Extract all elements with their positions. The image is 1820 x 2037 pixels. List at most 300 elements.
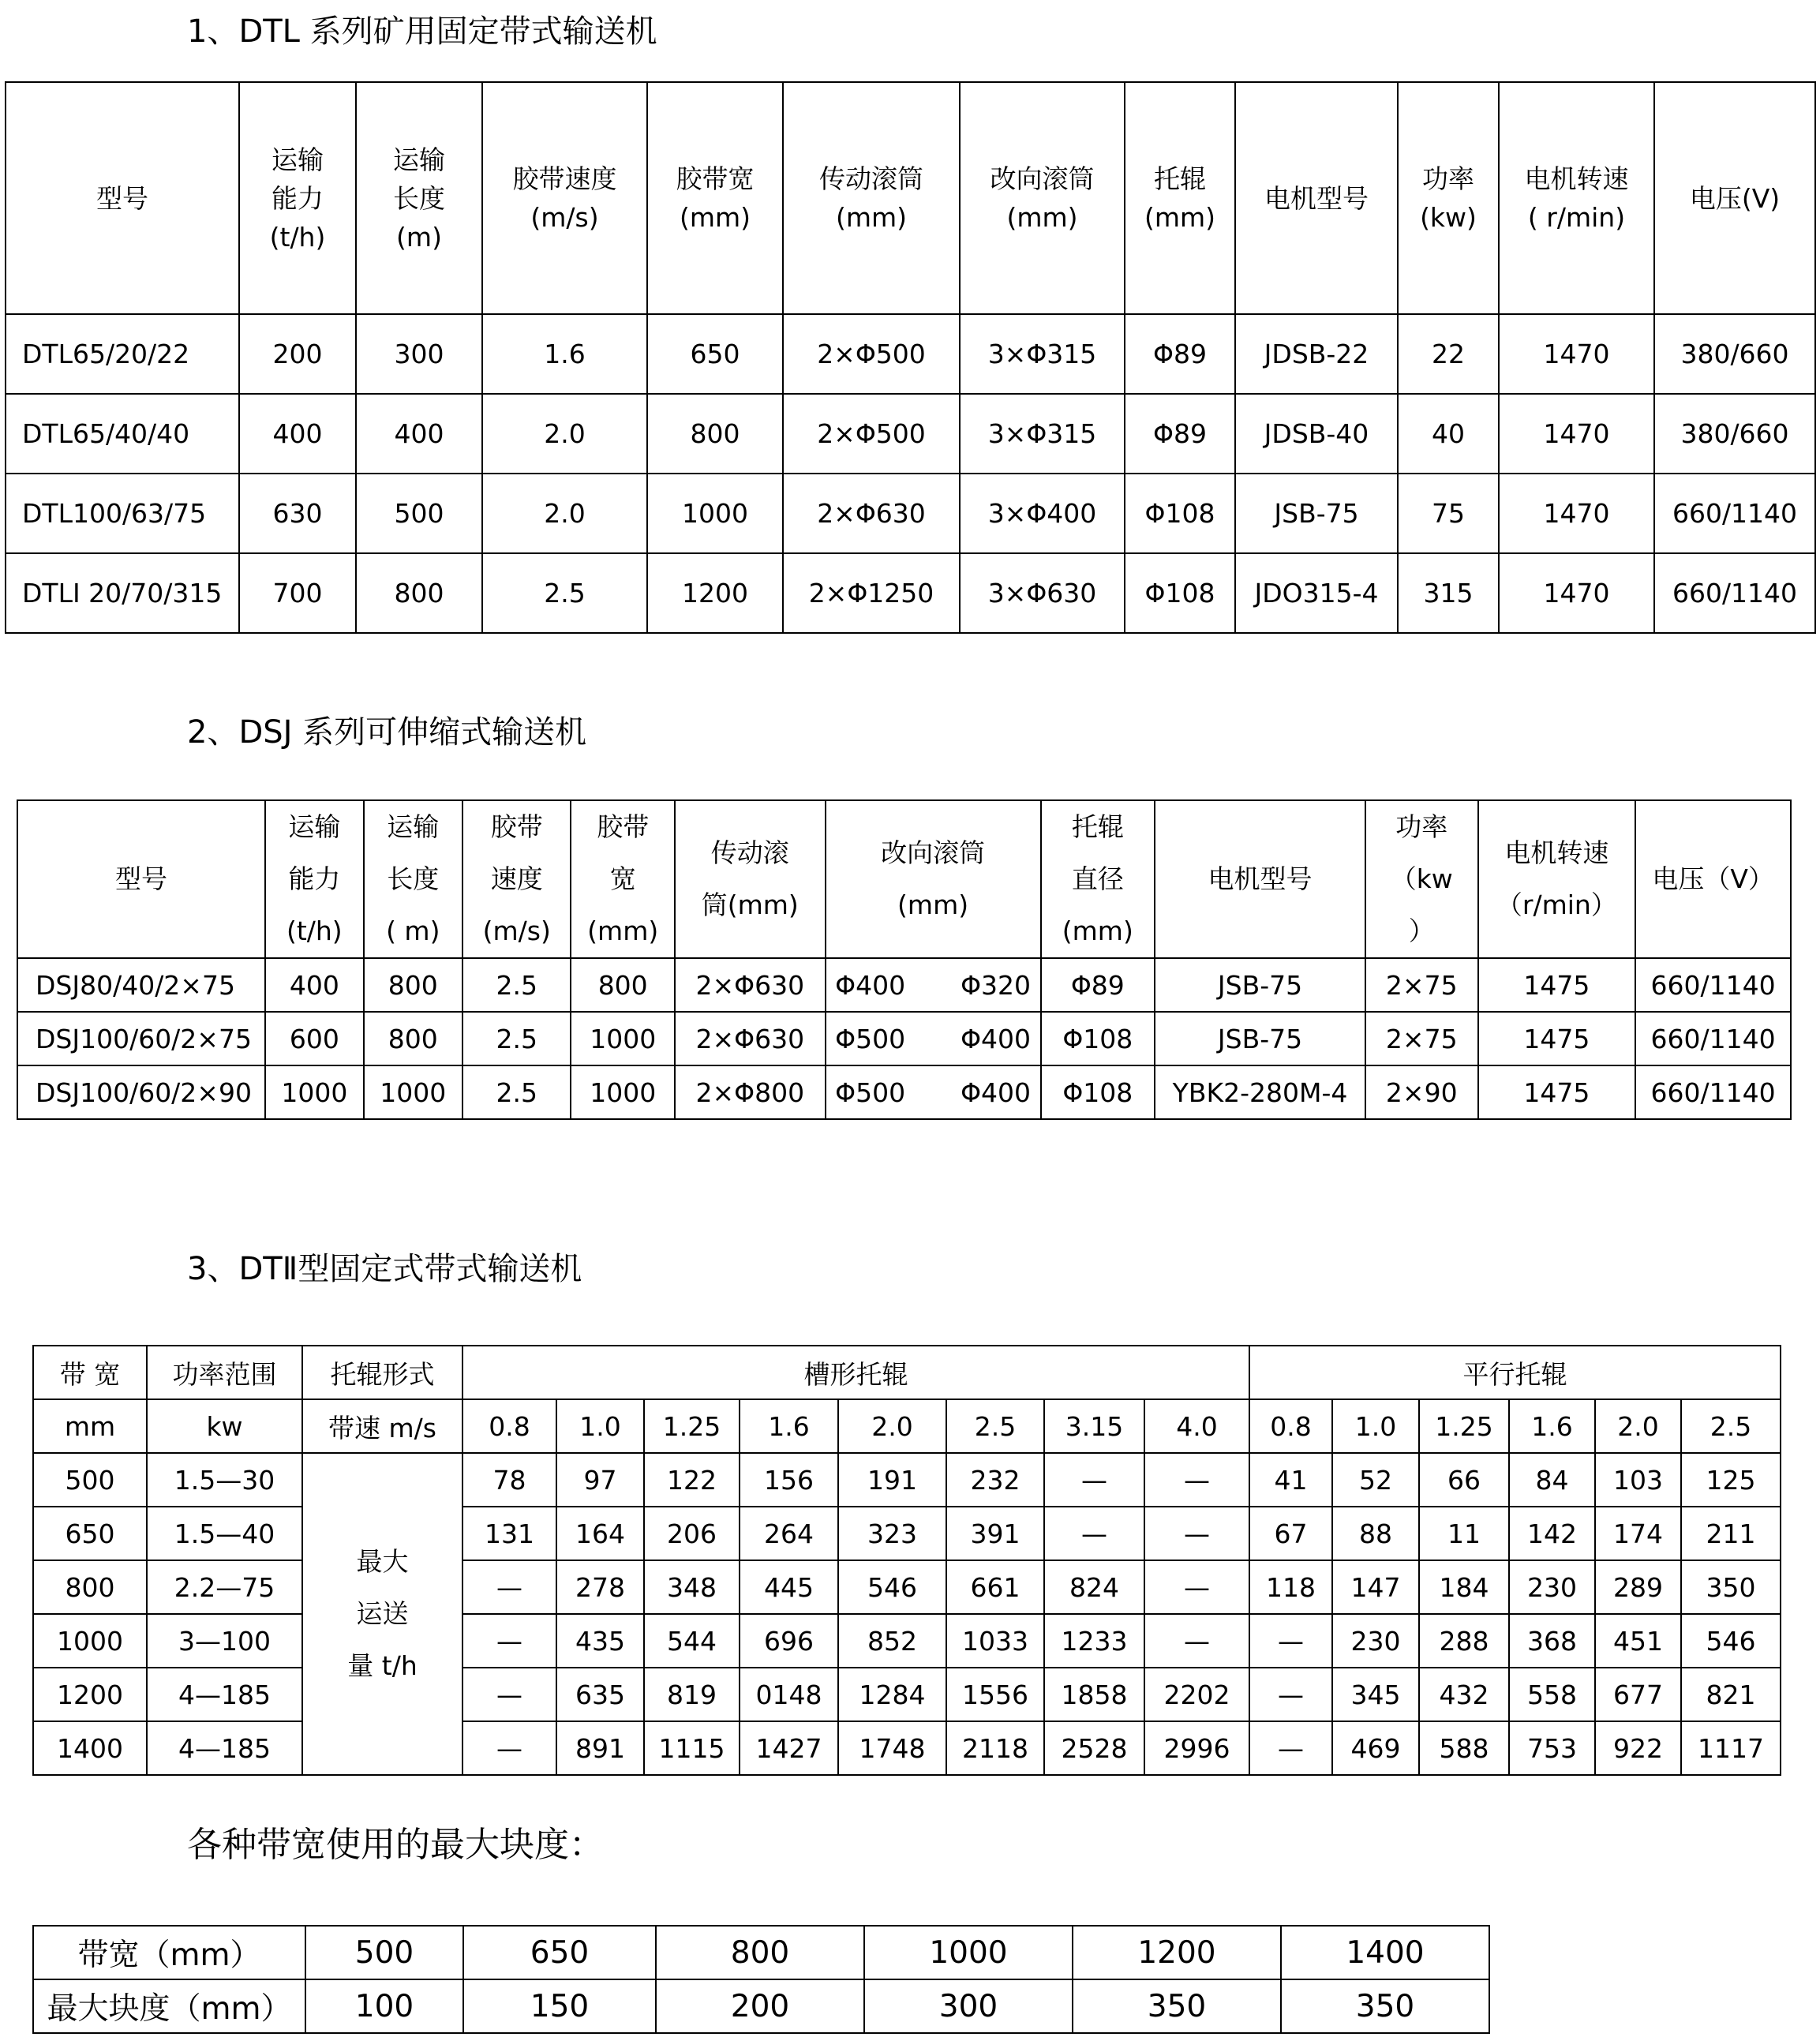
column-header: [462, 800, 571, 958]
trough-capacity-cell: 661: [946, 1560, 1044, 1614]
parallel-capacity-cell: 345: [1332, 1668, 1419, 1721]
parallel-capacity-cell: 289: [1595, 1560, 1681, 1614]
header-line: 型号: [96, 182, 148, 214]
column-header: [1235, 82, 1398, 314]
model-cell: DTL65/40/40: [6, 394, 239, 474]
table-cell: 350: [1281, 1979, 1489, 2033]
column-header: [783, 82, 960, 314]
model-cell: DTLI 20/70/315: [6, 553, 239, 633]
header-line: 传动滚筒: [819, 163, 923, 194]
belt-width-header: 带 宽: [33, 1346, 147, 1399]
table-cell: 400: [239, 394, 356, 474]
section3-title: 3、DTⅡ型固定式带式输送机: [187, 1251, 582, 1287]
table-cell: 300: [864, 1979, 1073, 2033]
parallel-capacity-cell: 174: [1595, 1507, 1681, 1560]
trough-capacity-cell: 1033: [946, 1614, 1044, 1668]
header-line: (mm): [897, 889, 969, 920]
column-header: [1478, 800, 1636, 958]
dsj-spec-table: [17, 799, 1792, 1120]
table-cell: 380/660: [1654, 394, 1815, 474]
table-row: [17, 1012, 1791, 1065]
trough-capacity-cell: 1115: [644, 1721, 740, 1775]
table-cell: 660/1140: [1654, 553, 1815, 633]
trough-speed-header: 0.8: [462, 1399, 556, 1453]
table-cell: 2×Φ1250: [783, 553, 960, 633]
column-header: [647, 82, 783, 314]
parallel-capacity-cell: 211: [1681, 1507, 1781, 1560]
trough-capacity-cell: —: [1144, 1453, 1249, 1507]
power-range-cell: 1.5—30: [147, 1453, 302, 1507]
table-cell: 2×Φ630: [783, 474, 960, 553]
table-cell: 1475: [1478, 1065, 1636, 1119]
header-line: 能力: [288, 863, 341, 894]
header-line: （kw: [1390, 863, 1453, 894]
column-header: [239, 82, 356, 314]
table-cell: JDSB-22: [1235, 314, 1398, 394]
trough-capacity-cell: 435: [556, 1614, 644, 1668]
table-cell: 2.5: [462, 958, 571, 1012]
column-header: [675, 800, 826, 958]
trough-capacity-cell: 348: [644, 1560, 740, 1614]
parallel-capacity-cell: 558: [1509, 1668, 1595, 1721]
parallel-capacity-cell: 103: [1595, 1453, 1681, 1507]
table-cell: 800: [656, 1926, 864, 1979]
table-cell: 700: [239, 553, 356, 633]
table-cell: 1475: [1478, 1012, 1636, 1065]
table-cell: 660/1140: [1635, 1012, 1791, 1065]
parallel-capacity-cell: 66: [1419, 1453, 1509, 1507]
table-row: [6, 314, 1815, 394]
model-cell: DSJ100/60/2×90: [17, 1065, 265, 1119]
belt-width-cell: 1000: [33, 1614, 147, 1668]
trough-speed-header: 1.6: [740, 1399, 838, 1453]
table-cell: 660/1140: [1635, 1065, 1791, 1119]
table-cell: 200: [239, 314, 356, 394]
table-cell: Φ108: [1125, 474, 1235, 553]
table-cell: Φ89: [1041, 958, 1155, 1012]
trough-capacity-cell: 97: [556, 1453, 644, 1507]
bend-drum-cell: [826, 958, 1041, 1012]
table-row: [6, 394, 1815, 474]
belt-width-cell: 1400: [33, 1721, 147, 1775]
bend-drum-cell: [826, 1012, 1041, 1065]
header-line: (t/h): [269, 221, 326, 253]
power-range-cell: 2.2—75: [147, 1560, 302, 1614]
header-line: ）: [1408, 916, 1435, 946]
header-line: 电机转速: [1524, 163, 1629, 194]
header-line: (mm): [1006, 202, 1078, 233]
column-header: [960, 82, 1125, 314]
parallel-capacity-cell: 1117: [1681, 1721, 1781, 1775]
table-row: [6, 474, 1815, 553]
header-line: 宽: [609, 863, 636, 894]
trough-capacity-cell: 635: [556, 1668, 644, 1721]
table-cell: 400: [265, 958, 363, 1012]
table-row: [33, 1668, 1781, 1721]
table-cell: JDO315-4: [1235, 553, 1398, 633]
table-cell: 100: [305, 1979, 463, 2033]
header-line: 电机转速: [1504, 837, 1609, 868]
trough-capacity-cell: 1556: [946, 1668, 1044, 1721]
trough-speed-header: 2.0: [838, 1399, 946, 1453]
dtl-spec-table: [5, 81, 1816, 634]
table-cell: 300: [356, 314, 482, 394]
table-cell: 500: [305, 1926, 463, 1979]
table-header-row: [33, 1346, 1781, 1399]
dt2-capacity-table: [32, 1345, 1781, 1776]
table-cell: 2×Φ800: [675, 1065, 826, 1119]
header-line: (kw): [1420, 202, 1477, 233]
row-label: 带宽（mm）: [33, 1926, 305, 1979]
table-cell: YBK2-280M-4: [1155, 1065, 1365, 1119]
header-line: 运送: [356, 1598, 409, 1629]
parallel-capacity-cell: 451: [1595, 1614, 1681, 1668]
header-line: 胶带速度: [512, 163, 617, 194]
table-cell: Φ89: [1125, 314, 1235, 394]
header-line: (m): [396, 221, 442, 253]
table-cell: 1000: [265, 1065, 363, 1119]
table-cell: 1200: [1073, 1926, 1281, 1979]
section2-title: 2、DSJ 系列可伸缩式输送机: [187, 714, 587, 751]
trough-capacity-cell: 0148: [740, 1668, 838, 1721]
header-line: 电机型号: [1264, 182, 1369, 214]
model-cell: DSJ80/40/2×75: [17, 958, 265, 1012]
trough-capacity-cell: 1858: [1044, 1668, 1144, 1721]
parallel-capacity-cell: 67: [1249, 1507, 1332, 1560]
trough-capacity-cell: 131: [462, 1507, 556, 1560]
column-header: [1398, 82, 1499, 314]
table-cell: 2.0: [482, 474, 647, 553]
parallel-capacity-cell: 88: [1332, 1507, 1419, 1560]
belt-width-cell: 1200: [33, 1668, 147, 1721]
header-line: 托辊: [1154, 163, 1206, 194]
bend-drum-b: Φ320: [961, 969, 1032, 1001]
header-line: 型号: [115, 863, 168, 894]
section1-title: 1、DTL 系列矿用固定带式输送机: [187, 13, 657, 50]
column-header: [1125, 82, 1235, 314]
header-line: ( m): [386, 916, 440, 946]
table-cell: 2.5: [462, 1012, 571, 1065]
header-line: (mm): [1062, 916, 1133, 946]
table-cell: 2.5: [462, 1065, 571, 1119]
trough-capacity-cell: —: [1044, 1507, 1144, 1560]
table-cell: 350: [1073, 1979, 1281, 2033]
header-line: (t/h): [286, 916, 343, 946]
table-cell: JSB-75: [1155, 958, 1365, 1012]
parallel-capacity-cell: 147: [1332, 1560, 1419, 1614]
table-cell: Φ108: [1041, 1065, 1155, 1119]
table-cell: 2.0: [482, 394, 647, 474]
table-cell: 1470: [1499, 553, 1654, 633]
parallel-capacity-cell: 41: [1249, 1453, 1332, 1507]
belt-width-unit: mm: [33, 1399, 147, 1453]
trough-capacity-cell: —: [1144, 1507, 1249, 1560]
parallel-capacity-cell: 469: [1332, 1721, 1419, 1775]
parallel-capacity-cell: 125: [1681, 1453, 1781, 1507]
column-header: [1155, 800, 1365, 958]
table-row: [33, 1453, 1781, 1507]
trough-capacity-cell: 391: [946, 1507, 1044, 1560]
parallel-capacity-cell: 588: [1419, 1721, 1509, 1775]
table-cell: 1475: [1478, 958, 1636, 1012]
parallel-capacity-cell: 52: [1332, 1453, 1419, 1507]
table-cell: 2×75: [1365, 958, 1478, 1012]
trough-capacity-cell: 445: [740, 1560, 838, 1614]
section4-title: 各种带宽使用的最大块度：: [187, 1825, 604, 1865]
table-cell: JSB-75: [1155, 1012, 1365, 1065]
parallel-speed-header: 0.8: [1249, 1399, 1332, 1453]
table-cell: 500: [356, 474, 482, 553]
header-line: 改向滚筒: [881, 837, 986, 868]
table-cell: JSB-75: [1235, 474, 1398, 553]
header-line: 长度: [393, 182, 445, 214]
model-cell: DSJ100/60/2×75: [17, 1012, 265, 1065]
table-cell: 400: [356, 394, 482, 474]
header-line: 直径: [1071, 863, 1124, 894]
table-cell: 660/1140: [1654, 474, 1815, 553]
parallel-capacity-cell: —: [1249, 1614, 1332, 1668]
header-line: 运输: [387, 811, 440, 842]
trough-capacity-cell: 191: [838, 1453, 946, 1507]
trough-capacity-cell: —: [462, 1668, 556, 1721]
column-header: [1499, 82, 1654, 314]
parallel-speed-header: 1.6: [1509, 1399, 1595, 1453]
table-cell: 650: [463, 1926, 656, 1979]
belt-width-cell: 650: [33, 1507, 147, 1560]
table-cell: 650: [647, 314, 783, 394]
trough-capacity-cell: 2528: [1044, 1721, 1144, 1775]
header-line: 改向滚筒: [990, 163, 1095, 194]
table-cell: 3×Φ315: [960, 394, 1125, 474]
parallel-capacity-cell: 546: [1681, 1614, 1781, 1668]
table-cell: 2×Φ630: [675, 1012, 826, 1065]
table-cell: 1000: [364, 1065, 462, 1119]
trough-capacity-cell: —: [1144, 1560, 1249, 1614]
trough-capacity-cell: 1748: [838, 1721, 946, 1775]
column-header: [571, 800, 674, 958]
trough-speed-header: 1.25: [644, 1399, 740, 1453]
column-header: [482, 82, 647, 314]
idler-form-header: 托辊形式: [302, 1346, 462, 1399]
table-cell: 1470: [1499, 314, 1654, 394]
parallel-capacity-cell: 677: [1595, 1668, 1681, 1721]
header-line: 胶带: [490, 811, 543, 842]
bend-drum-a: Φ400: [835, 969, 906, 1001]
table-row: [17, 958, 1791, 1012]
table-cell: 800: [571, 958, 674, 1012]
table-row: [17, 1065, 1791, 1119]
header-line: 电机型号: [1208, 863, 1313, 894]
table-cell: 1.6: [482, 314, 647, 394]
parallel-capacity-cell: 368: [1509, 1614, 1595, 1668]
table-cell: 800: [364, 1012, 462, 1065]
bend-drum-b: Φ400: [961, 1077, 1032, 1108]
parallel-capacity-cell: 230: [1509, 1560, 1595, 1614]
table-cell: 1000: [571, 1012, 674, 1065]
trough-capacity-cell: 1284: [838, 1668, 946, 1721]
parallel-capacity-cell: —: [1249, 1721, 1332, 1775]
table-header-row: [17, 800, 1791, 958]
parallel-capacity-cell: 753: [1509, 1721, 1595, 1775]
trough-capacity-cell: —: [462, 1614, 556, 1668]
table-cell: 1400: [1281, 1926, 1489, 1979]
parallel-idler-header: 平行托辊: [1249, 1346, 1781, 1399]
power-range-cell: 4—185: [147, 1668, 302, 1721]
table-cell: 1000: [647, 474, 783, 553]
column-header: [1365, 800, 1478, 958]
table-row: [33, 1560, 1781, 1614]
header-line: 功率: [1422, 163, 1474, 194]
table-cell: Φ89: [1125, 394, 1235, 474]
table-cell: 2.5: [482, 553, 647, 633]
table-cell: 1000: [571, 1065, 674, 1119]
header-line: (m/s): [482, 916, 551, 946]
trough-speed-header: 4.0: [1144, 1399, 1249, 1453]
table-cell: 380/660: [1654, 314, 1815, 394]
trough-capacity-cell: 2118: [946, 1721, 1044, 1775]
trough-capacity-cell: 206: [644, 1507, 740, 1560]
table-cell: 2×75: [1365, 1012, 1478, 1065]
header-line: 筒(mm): [701, 889, 799, 920]
column-header: [364, 800, 462, 958]
parallel-capacity-cell: 142: [1509, 1507, 1595, 1560]
parallel-speed-header: 2.0: [1595, 1399, 1681, 1453]
bend-drum-a: Φ500: [835, 1023, 906, 1054]
trough-capacity-cell: 891: [556, 1721, 644, 1775]
table-cell: 2×Φ630: [675, 958, 826, 1012]
table-cell: 1200: [647, 553, 783, 633]
trough-capacity-cell: 122: [644, 1453, 740, 1507]
power-range-cell: 1.5—40: [147, 1507, 302, 1560]
table-cell: 1470: [1499, 394, 1654, 474]
table-cell: 2×Φ500: [783, 314, 960, 394]
trough-speed-header: 3.15: [1044, 1399, 1144, 1453]
bend-drum-cell: [826, 1065, 1041, 1119]
table-cell: 800: [647, 394, 783, 474]
header-line: (m/s): [530, 202, 599, 233]
header-line: 速度: [490, 863, 543, 894]
parallel-capacity-cell: 350: [1681, 1560, 1781, 1614]
header-line: 最大: [356, 1546, 409, 1577]
header-line: 量 t/h: [347, 1650, 418, 1681]
column-header: [6, 82, 239, 314]
column-header: [17, 800, 265, 958]
table-row: [33, 1507, 1781, 1560]
table-cell: 315: [1398, 553, 1499, 633]
trough-capacity-cell: 264: [740, 1507, 838, 1560]
power-range-header: 功率范围: [147, 1346, 302, 1399]
trough-idler-header: 槽形托辊: [462, 1346, 1249, 1399]
header-line: (mm): [587, 916, 659, 946]
table-cell: 22: [1398, 314, 1499, 394]
table-cell: 3×Φ315: [960, 314, 1125, 394]
belt-speed-header: 带速 m/s: [302, 1399, 462, 1453]
header-line: 运输: [272, 144, 324, 175]
trough-capacity-cell: 819: [644, 1668, 740, 1721]
column-header: [265, 800, 363, 958]
trough-capacity-cell: 278: [556, 1560, 644, 1614]
trough-capacity-cell: 156: [740, 1453, 838, 1507]
table-cell: Φ108: [1125, 553, 1235, 633]
parallel-capacity-cell: 84: [1509, 1453, 1595, 1507]
table-cell: 3×Φ630: [960, 553, 1125, 633]
header-line: 长度: [387, 863, 440, 894]
parallel-speed-header: 1.0: [1332, 1399, 1419, 1453]
parallel-capacity-cell: 821: [1681, 1668, 1781, 1721]
trough-capacity-cell: 323: [838, 1507, 946, 1560]
trough-capacity-cell: —: [462, 1560, 556, 1614]
header-line: 胶带宽: [676, 163, 755, 194]
table-cell: 40: [1398, 394, 1499, 474]
table-header-row: [6, 82, 1815, 314]
header-line: 运输: [393, 144, 445, 175]
header-line: 传动滚: [710, 837, 789, 868]
trough-capacity-cell: 2202: [1144, 1668, 1249, 1721]
parallel-capacity-cell: 184: [1419, 1560, 1509, 1614]
column-header: [826, 800, 1041, 958]
power-range-cell: 4—185: [147, 1721, 302, 1775]
trough-capacity-cell: 78: [462, 1453, 556, 1507]
column-header: [1041, 800, 1155, 958]
trough-capacity-cell: —: [1144, 1614, 1249, 1668]
table-cell: 2×90: [1365, 1065, 1478, 1119]
trough-capacity-cell: 824: [1044, 1560, 1144, 1614]
header-line: 电压（V）: [1652, 863, 1774, 894]
table-cell: 3×Φ400: [960, 474, 1125, 553]
parallel-capacity-cell: 432: [1419, 1668, 1509, 1721]
header-line: 托辊: [1071, 811, 1124, 842]
table-cell: 2×Φ500: [783, 394, 960, 474]
trough-capacity-cell: 1233: [1044, 1614, 1144, 1668]
parallel-speed-header: 1.25: [1419, 1399, 1509, 1453]
header-line: ( r/min): [1527, 202, 1626, 233]
parallel-speed-header: 2.5: [1681, 1399, 1781, 1453]
max-lump-table: [32, 1925, 1490, 2034]
column-header: [1654, 82, 1815, 314]
table-cell: 1470: [1499, 474, 1654, 553]
header-line: 胶带: [597, 811, 650, 842]
trough-speed-header: 2.5: [946, 1399, 1044, 1453]
trough-capacity-cell: 852: [838, 1614, 946, 1668]
column-header: [1635, 800, 1791, 958]
trough-capacity-cell: 696: [740, 1614, 838, 1668]
parallel-capacity-cell: 288: [1419, 1614, 1509, 1668]
parallel-capacity-cell: 922: [1595, 1721, 1681, 1775]
belt-width-cell: 500: [33, 1453, 147, 1507]
header-line: (mm): [1144, 202, 1216, 233]
table-cell: JDSB-40: [1235, 394, 1398, 474]
power-range-cell: 3—100: [147, 1614, 302, 1668]
parallel-capacity-cell: 11: [1419, 1507, 1509, 1560]
trough-capacity-cell: 2996: [1144, 1721, 1249, 1775]
trough-capacity-cell: —: [462, 1721, 556, 1775]
table-cell: 800: [356, 553, 482, 633]
table-cell: 630: [239, 474, 356, 553]
table-cell: 660/1140: [1635, 958, 1791, 1012]
table-row: [33, 1979, 1489, 2033]
table-cell: 150: [463, 1979, 656, 2033]
table-cell: 600: [265, 1012, 363, 1065]
model-cell: DTL65/20/22: [6, 314, 239, 394]
trough-capacity-cell: —: [1044, 1453, 1144, 1507]
header-line: 电压(V): [1689, 182, 1781, 214]
max-capacity-label: [302, 1453, 462, 1775]
table-cell: 1000: [864, 1926, 1073, 1979]
header-line: 运输: [288, 811, 341, 842]
trough-capacity-cell: 546: [838, 1560, 946, 1614]
bend-drum-b: Φ400: [961, 1023, 1032, 1054]
parallel-capacity-cell: —: [1249, 1668, 1332, 1721]
